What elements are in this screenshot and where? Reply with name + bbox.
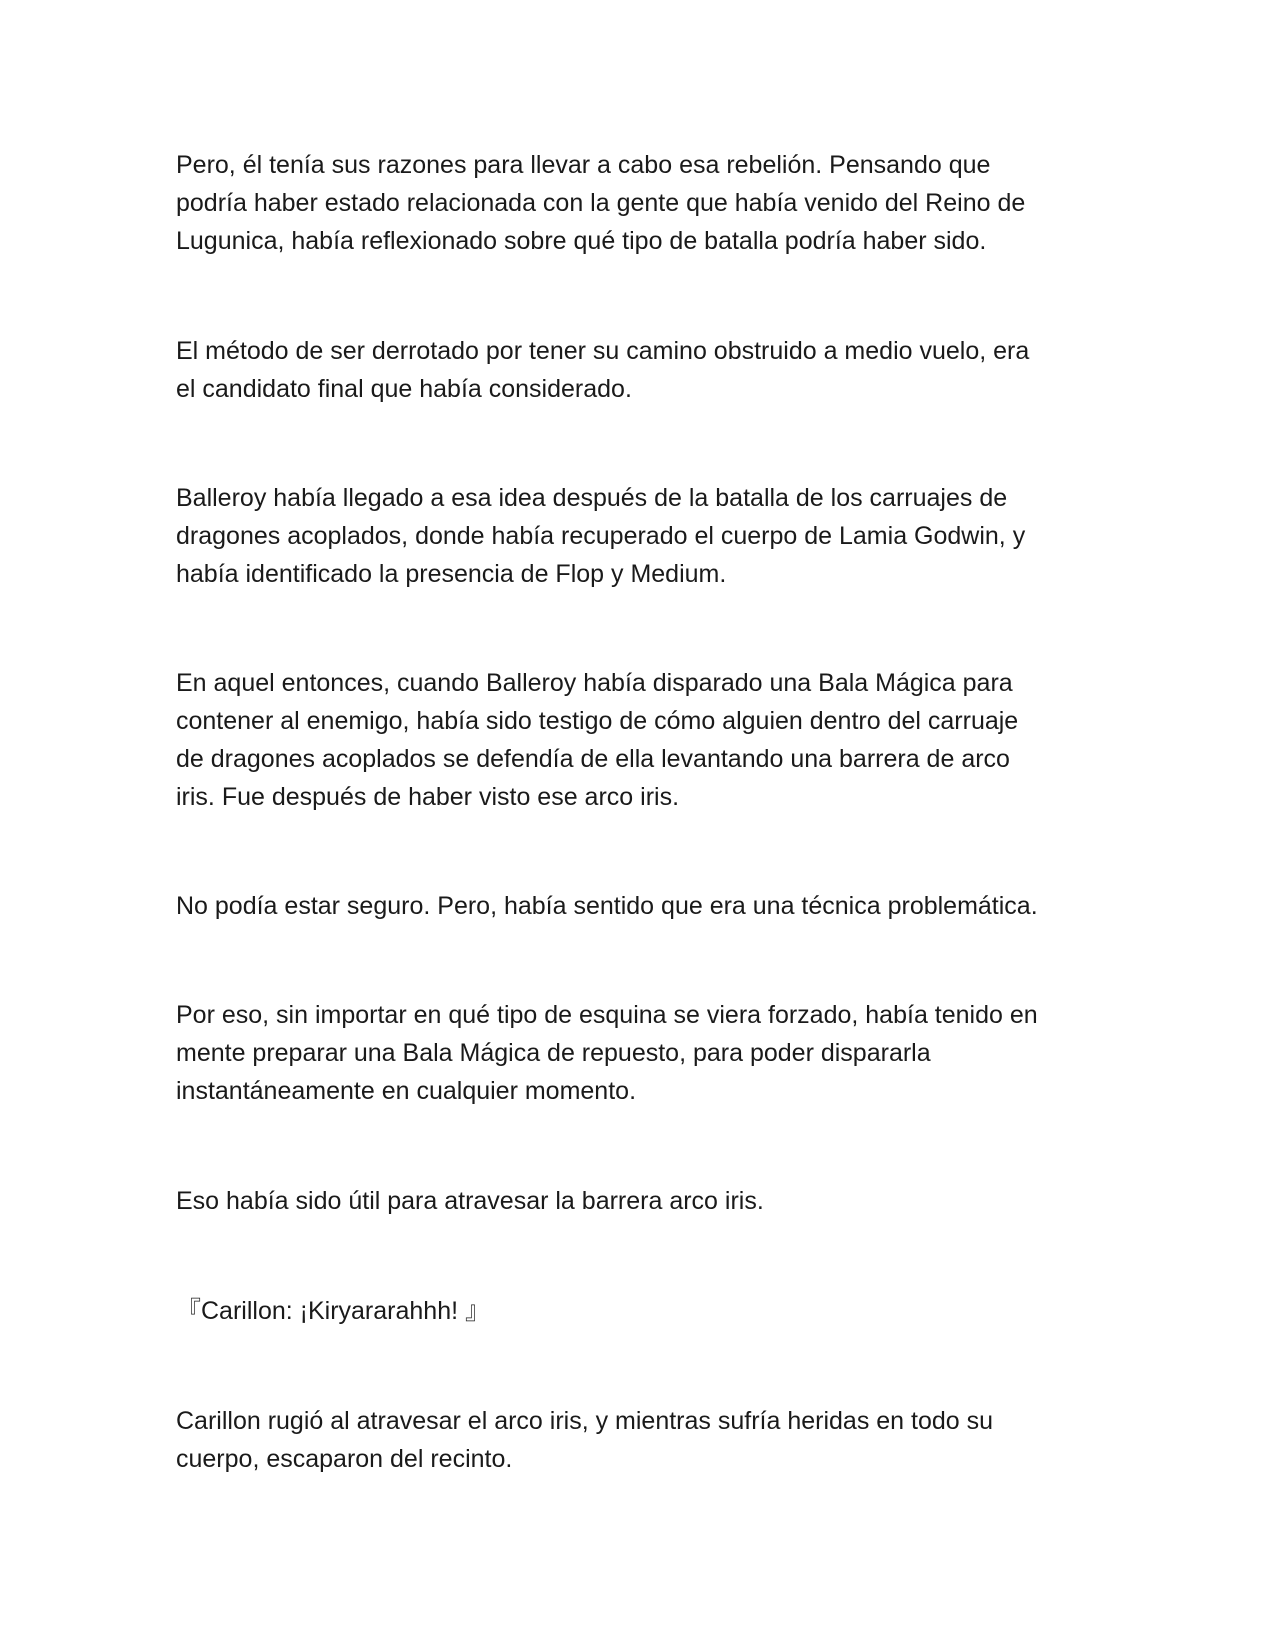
paragraph-1 — [176, 146, 1106, 260]
text-line: Por eso, sin importar en qué tipo de esquina se viera forzado, había tenido en — [176, 1001, 1038, 1029]
text-line: iris. Fue después de haber visto ese arco iris. — [176, 783, 680, 811]
paragraph-3 — [176, 479, 1106, 593]
text-line: Eso había sido útil para atravesar la barrera arco iris. — [176, 1187, 764, 1215]
text-line: podría haber estado relacionada con la gente que había venido del Reino de — [176, 189, 1026, 217]
paragraph-5 — [176, 887, 1106, 925]
text-line: No podía estar seguro. Pero, había sentido que era una técnica problemática. — [176, 892, 1038, 920]
text-line: el candidato final que había considerado. — [176, 375, 632, 403]
text-line: Pero, él tenía sus razones para llevar a cabo esa rebelión. Pensando que — [176, 151, 991, 179]
text-line: El método de ser derrotado por tener su camino obstruido a medio vuelo, era — [176, 337, 1030, 365]
text-line: 『Carillon: ¡Kiryararahhh! 』 — [176, 1297, 490, 1325]
text-line: cuerpo, escaparon del recinto. — [176, 1445, 513, 1473]
paragraph-4 — [176, 664, 1106, 816]
text-line: instantáneamente en cualquier momento. — [176, 1077, 637, 1105]
text-line: En aquel entonces, cuando Balleroy había disparado una Bala Mágica para — [176, 669, 1013, 697]
paragraph-7 — [176, 1182, 1106, 1220]
dialogue-line — [176, 1292, 1106, 1330]
text-line: Lugunica, había reflexionado sobre qué tipo de batalla podría haber sido. — [176, 227, 987, 255]
text-line: dragones acoplados, donde había recuperado el cuerpo de Lamia Godwin, y — [176, 522, 1026, 550]
text-line: Balleroy había llegado a esa idea después de la batalla de los carruajes de — [176, 484, 1008, 512]
paragraph-6 — [176, 996, 1106, 1110]
text-line: Carillon rugió al atravesar el arco iris, y mientras sufría heridas en todo su — [176, 1407, 994, 1435]
text-line: de dragones acoplados se defendía de ella levantando una barrera de arco — [176, 745, 1010, 773]
text-line: contener al enemigo, había sido testigo de cómo alguien dentro del carruaje — [176, 707, 1019, 735]
paragraph-9 — [176, 1402, 1106, 1478]
text-line: mente preparar una Bala Mágica de repuesto, para poder dispararla — [176, 1039, 931, 1067]
paragraph-2 — [176, 332, 1106, 408]
text-line: había identificado la presencia de Flop y Medium. — [176, 560, 727, 588]
